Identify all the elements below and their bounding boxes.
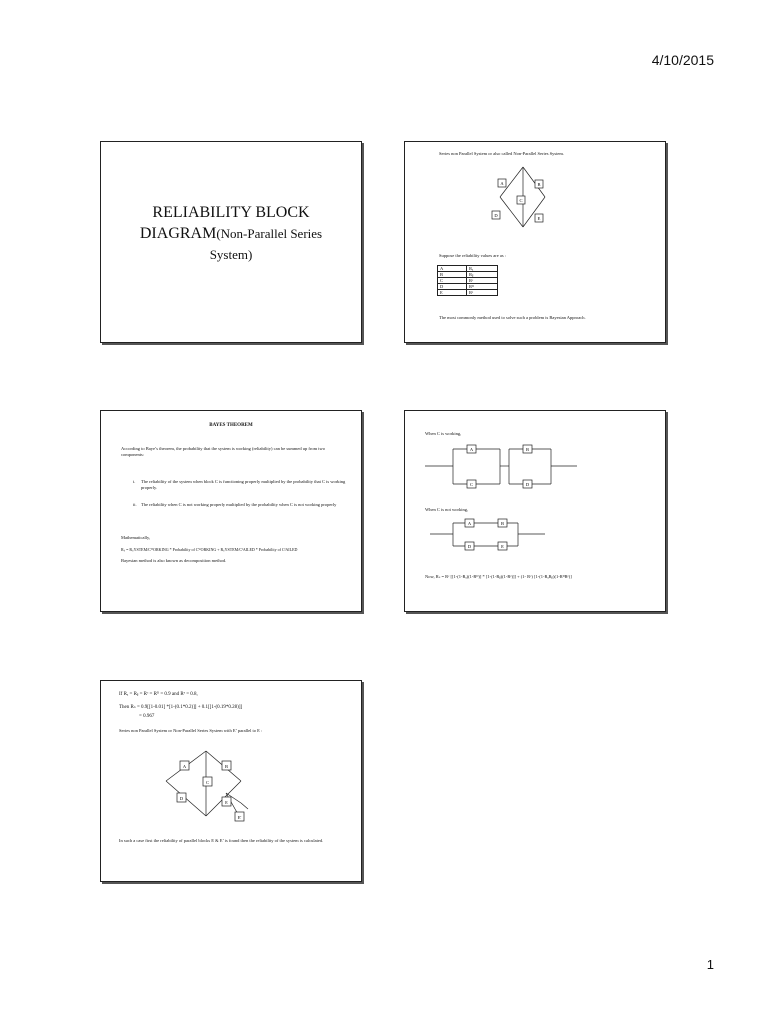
label-b: B [537, 182, 541, 187]
bridge-diagram [405, 142, 667, 252]
math-label: Mathematically, [121, 535, 151, 540]
label-a: A [467, 521, 472, 526]
table-cell: Rₐ [467, 266, 498, 272]
slide-title-text [101, 202, 361, 265]
calculation-line: Then Rₛ = 0.9[[1-0.01] *[1-(0.1*0.2)]] + 0.1[[1-(0.19*0.28)]] [119, 705, 243, 710]
table-cell: Rᴰ [467, 284, 498, 290]
label-c: C [205, 780, 210, 785]
reliability-table [437, 265, 498, 296]
item1-text: The reliability of the system when block C is functioning properly multiplied by the probability that C is working properly. [141, 479, 346, 490]
label-e: E [501, 544, 504, 549]
slide-series-non-parallel [404, 141, 666, 343]
label-e-prime: E' [237, 815, 242, 820]
bridge-diagram-with-e-prime [101, 681, 363, 831]
label-a: A [500, 181, 504, 186]
header-date: 4/10/2015 [651, 52, 714, 68]
label-a: A [469, 447, 474, 452]
label-e: E [225, 800, 228, 805]
item1-number: i. [133, 479, 136, 484]
slide3-heading: BAYES THEOREM [209, 423, 253, 428]
slide-decomposition [404, 410, 666, 612]
label-d: D [467, 544, 472, 549]
label-a: A [182, 764, 187, 769]
title-line3: System) [209, 247, 253, 262]
label-b: B [500, 521, 505, 526]
label-b: B [525, 447, 530, 452]
bayes-formula: Rₛ = RₛYSTEM/CᵂORKING * Probability of CᵂORKING + RₛYSTEM/CᶠAILED * Probability of CᶠAILED [121, 547, 298, 552]
given-values: If Rₐ = Rᵦ = Rᶜ = Rᴰ = 0.9 and Rᵉ = 0.8, [119, 692, 198, 697]
label-c-not-working: When C is not working, [425, 507, 469, 512]
table-cell: Rᵦ [467, 272, 498, 278]
label-e: E [537, 216, 541, 221]
label-c-working: When C is working, [425, 431, 462, 436]
page-number: 1 [706, 957, 714, 972]
table-cell: A [438, 266, 467, 272]
table-cell: E [438, 290, 467, 296]
slide-calculation [100, 680, 362, 882]
table-cell: D [438, 284, 467, 290]
slide3-intro: According to Baye’s theorem, the probability that the system is working (reliability) can be summed up from two components: [121, 446, 325, 457]
decomposition-diagrams [405, 411, 667, 561]
slide2-heading: Series non Parallel System or also called Non-Parallel Series System. [439, 151, 564, 156]
slide2-suppose: Suppose the reliability values are as : [439, 253, 506, 258]
slide2-footer-text: The most commonly method used to solve such a problem is Bayesian Approach. [439, 315, 586, 320]
decomposition-formula: Now, Rₛ = Rᶜ [[1-(1-Rₐ)(1-Rᴰ)] * [1-(1-Rᵦ)(1-Rᵉ)]] + (1- Rᶜ) [1-(1-RₐRᵦ)(1-RᴰRᵉ)] [425, 574, 572, 579]
title-line1: RELIABILITY BLOCK [152, 204, 310, 221]
item2-number: ii. [133, 502, 137, 507]
item2-text: The reliability when C is not working properly multiplied by the probability when C is not working properly [141, 502, 337, 507]
slide5-subheading: Series non Parallel System or Non-Parallel Series System with E’ parallel to E : [119, 728, 263, 733]
slide5-footer-text: In such a case first the reliability of parallel blocks E & E’ is found then the reliability of the system is calculated. [119, 838, 324, 843]
bayes-note: Bayesian method is also known as decomposition method. [121, 558, 227, 563]
title-line2a: DIAGRAM [139, 225, 217, 242]
title-line2b: (Non-Parallel Series [216, 226, 323, 241]
table-cell: C [438, 278, 467, 284]
table-cell: Rᶜ [467, 278, 498, 284]
table-cell: Rᵉ [467, 290, 498, 296]
label-b: B [224, 764, 229, 769]
label-c: C [469, 482, 474, 487]
slide-bayes-theorem [100, 410, 362, 612]
label-d: D [179, 796, 184, 801]
table-cell: B [438, 272, 467, 278]
label-c: C [519, 198, 523, 203]
calculation-result: = 0.967 [139, 714, 155, 719]
slide-title [100, 141, 362, 343]
label-d: D [494, 213, 498, 218]
label-d: D [525, 482, 530, 487]
